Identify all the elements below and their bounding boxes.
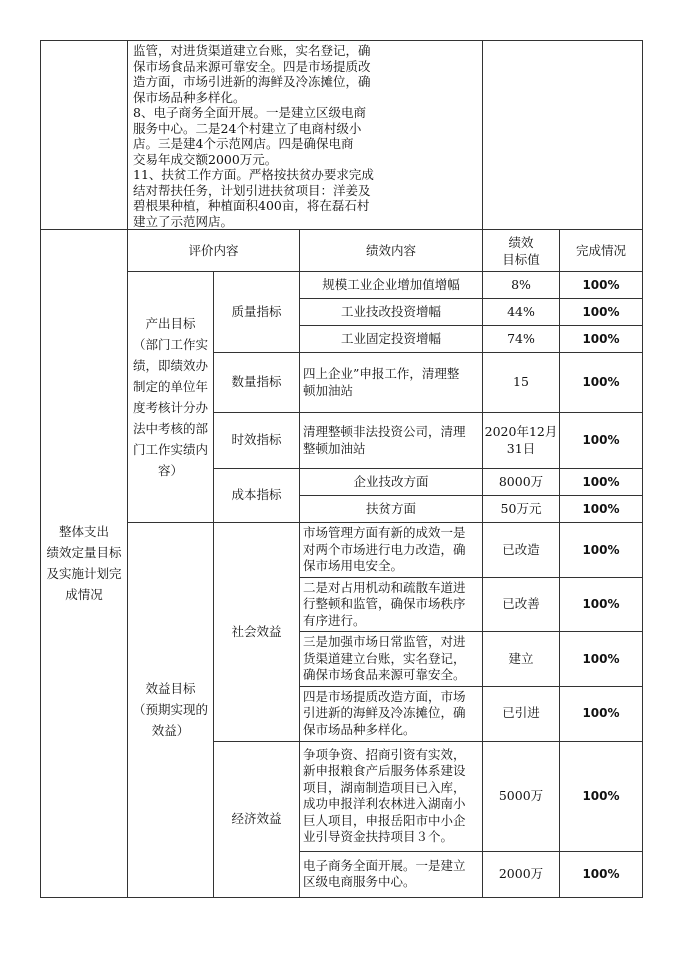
completion-value: 100%: [560, 632, 643, 687]
completion-value: 100%: [560, 469, 643, 496]
target-value: 已引进: [483, 686, 560, 741]
section-label: 整体支出 绩效定量目标 及实施计划完 成情况: [41, 230, 128, 898]
blank-cell: [483, 41, 643, 230]
cost-indicator-label: 成本指标: [214, 469, 300, 523]
header-completion: 完成情况: [560, 230, 643, 272]
header-performance-content: 绩效内容: [300, 230, 483, 272]
text-line: 11、扶贫工作方面。严格按扶贫办要求完成: [133, 167, 374, 182]
indicator-content: 四上企业”申报工作，清理整 顿加油站: [300, 353, 483, 413]
text-line: 造方面，市场引进新的海鲜及冷冻摊位，确: [133, 74, 371, 89]
timeliness-indicator-label: 时效指标: [214, 413, 300, 469]
text-line: 交易年成交额2000万元。: [133, 151, 278, 167]
indicator-content: 企业技改方面: [300, 469, 483, 496]
header-target-value: 绩效 目标值: [483, 230, 560, 272]
benefit-goal-label: 效益目标 （预期实现的 效益）: [128, 523, 214, 898]
indicator-content: 争项争资、招商引资有实效， 新申报粮食产后服务体系建设 项目，湖南制造项目已入库， 成功申报洋利农林进入湖南小 巨人项目，申报岳阳市中小企 业引导资金扶持项目３个。: [300, 741, 483, 851]
completion-value: 100%: [560, 851, 643, 897]
header-evaluation-content: 评价内容: [128, 230, 300, 272]
target-value: 8%: [483, 272, 560, 299]
text-line: 保市场品种多样化。: [133, 89, 246, 105]
indicator-content: 工业固定投资增幅: [300, 326, 483, 353]
text-line: 结对帮扶任务，计划引进扶贫项目：洋姜及: [133, 182, 371, 198]
target-value: 50万元: [483, 496, 560, 523]
completion-value: 100%: [560, 353, 643, 413]
blank-cell: [41, 41, 128, 230]
text-line: 服务中心。二是24个村建立了电商村级小: [133, 120, 362, 136]
performance-sheet: [40, 40, 643, 898]
quantity-indicator-label: 数量指标: [214, 353, 300, 413]
text-line: 建立了示范网店。: [133, 213, 234, 229]
completion-value: 100%: [560, 496, 643, 523]
completion-value: 100%: [560, 413, 643, 469]
target-value: 2020年12月 31日: [483, 413, 560, 469]
completion-value: 100%: [560, 299, 643, 326]
target-value: 5000万: [483, 741, 560, 851]
indicator-content: 四是市场提质改造方面，市场 引进新的海鲜及冷冻摊位，确 保市场品种多样化。: [300, 686, 483, 741]
target-value: 44%: [483, 299, 560, 326]
completion-value: 100%: [560, 577, 643, 632]
indicator-content: 电子商务全面开展。一是建立 区级电商服务中心。: [300, 851, 483, 897]
text-line: 8、电子商务全面开展。一是建立区级电商: [133, 105, 366, 120]
text-line: 店。三是建4个示范网店。四是确保电商: [133, 136, 354, 151]
target-value: 已改善: [483, 577, 560, 632]
completion-value: 100%: [560, 326, 643, 353]
target-value: 建立: [483, 632, 560, 687]
performance-table: [40, 40, 643, 898]
target-value: 已改造: [483, 523, 560, 578]
target-value: 8000万: [483, 469, 560, 496]
completion-value: 100%: [560, 523, 643, 578]
indicator-content: 二是对占用机动和疏散车道进 行整顿和监管，确保市场秩序 有序进行。: [300, 577, 483, 632]
plan-text-continuation: [128, 41, 483, 230]
output-goal-label: 产出目标 （部门工作实 绩，即绩效办 制定的单位年 度考核计分办 法中考核的部 门工作实绩内 容）: [128, 272, 214, 523]
indicator-content: 工业技改投资增幅: [300, 299, 483, 326]
quality-indicator-label: 质量指标: [214, 272, 300, 353]
completion-value: 100%: [560, 272, 643, 299]
target-value: 2000万: [483, 851, 560, 897]
completion-value: 100%: [560, 686, 643, 741]
indicator-content: 清理整顿非法投资公司，清理 整顿加油站: [300, 413, 483, 469]
completion-value: 100%: [560, 741, 643, 851]
indicator-content: 市场管理方面有新的成效一是 对两个市场进行电力改造，确 保市场用电安全。: [300, 523, 483, 578]
text-line: 保市场食品来源可靠安全。四是市场提质改: [133, 58, 371, 74]
text-line: 碧根果种植，种植面积400亩，将在磊石村: [133, 198, 370, 213]
indicator-content: 规模工业企业增加值增幅: [300, 272, 483, 299]
text-line: 监管，对进货渠道建立台账，实名登记，确: [133, 43, 371, 58]
economic-benefit-label: 经济效益: [214, 741, 300, 897]
indicator-content: 扶贫方面: [300, 496, 483, 523]
social-benefit-label: 社会效益: [214, 523, 300, 742]
target-value: 15: [483, 353, 560, 413]
target-value: 74%: [483, 326, 560, 353]
indicator-content: 三是加强市场日常监管，对进 货渠道建立台账，实名登记， 确保市场食品来源可靠安全。: [300, 632, 483, 687]
